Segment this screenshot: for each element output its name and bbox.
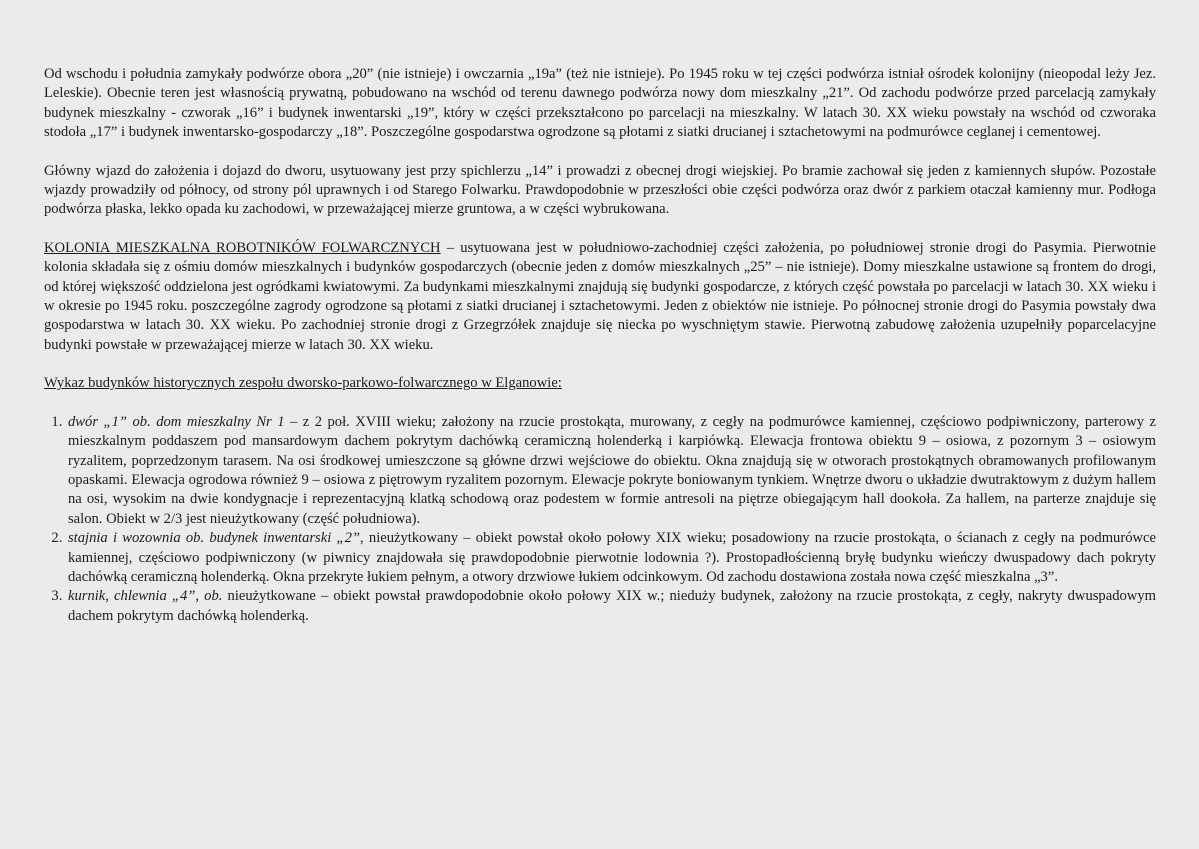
paragraph-main-entrance: Główny wjazd do założenia i dojazd do dworu, usytuowany jest przy spichlerzu „14” i prowadzi z obecnej drogi wiejskiej. Po bramie zachował się jeden z kamiennych słupów. Pozostałe wjazdy prowadziły od północy, od strony pól uprawnych i od Starego Folwarku. Prawdopodobnie w przeszłości obie części podwórza oraz dwór z parkiem otaczał kamienny mur. Podłoga podwórza płaska, lekko opada ku zachodowi, w przeważającej mierze gruntowa, a w części wybrukowana. bbox=[44, 162, 1156, 218]
list-item bbox=[66, 529, 1156, 587]
paragraph-courtyard-east-south: Od wschodu i południa zamykały podwórze obora „20” (nie istnieje) i owczarnia „19a” (też nie istnieje). Po 1945 roku w tej części podwórza istniał ośrodek kolonijny (nieopodal leży Jez. Leleskie). Obecnie teren jest własnością prywatną, pobudowano na wschód od terenu dawnego podwórza nowy dom mieszkalny „21”. Od zachodu podwórze przed parcelacją zamykały budynek mieszkalny - czworak „16” i budynek inwentarski „19”, który w części przekształcono po parcelacji na mieszkalny. W latach 30. XX wieku powstały na wschód od czworaka stodoła „17” i budynek inwentarsko-gospodarczy „18”. Poszczególne gospodarstwa ogrodzone są płotami z siatki drucianej i sztachetowymi na podmurówce ceglanej i cementowej. bbox=[44, 66, 1156, 141]
list-item-text: – z 2 poł. XVIII wieku; założony na rzucie prostokąta, murowany, z cegły na podmurówce kamiennej, częściowo podpiwniczony, parterowy z mieszkalnym poddaszem pod mansardowym dachem pokrytym dachówką ceramiczną holenderką i karpiówką. Elewacja frontowa obiektu 9 – osiowa, z pozornym 3 – osiowym ryzalitem, poprzedzonym tarasem. Na osi środkowej umieszczone są główne drzwi wejściowe do obiektu. Okna znajdują się w otworach prostokątnych obramowanych profilowanym opaskami. Elewacja ogrodowa również 9 – osiowa z piętrowym ryzalitem pozornym. Elewacje pokryte boniowanym tynkiem. Wnętrze dworu o układzie dwutraktowym z dużym hallem na osi, wysokim na dwie kondygnacje i reprezentacyjną klatką schodową oraz podestem w formie antresoli na piętrze obiegającym hall dookoła. Za hallem, na parterze znajduje się salon. Obiekt w 2/3 jest nieużytkowany (część południowa). bbox=[68, 413, 1156, 527]
list-item-text: nieużytkowane – obiekt powstał prawdopodobnie około połowy XIX w.; nieduży budynek, założony na rzucie prostokąta, z cegły, nakryty dwuspadowym dachem pokrytym dachówką holenderką. bbox=[68, 588, 1156, 624]
workers-colony-heading: KOLONIA MIESZKALNA ROBOTNIKÓW FOLWARCZNYCH bbox=[44, 239, 441, 256]
historic-buildings-list-heading: Wykaz budynków historycznych zespołu dworsko-parkowo-folwarcznego w Elganowie: bbox=[44, 375, 562, 392]
list-item-title: stajnia i wozownia ob. budynek inwentarski „2” bbox=[68, 530, 361, 547]
list-item-text: , nieużytkowany – obiekt powstał około połowy XIX wieku; posadowiony na rzucie prostokąta, o ścianach z cegły na podmurówce kamiennej, częściowo podpiwniczony (w piwnicy znajdowała się prawdopodobnie pierwotnie lodownia ?). Prostopadłościenną bryłę budynku wieńczy dwuspadowy dach pokryty dachówką ceramiczną holenderką. Okna przekryte łukiem pełnym, a otwory drzwiowe łukiem odcinkowym. Od zachodu dostawiona została nowa część mieszkalna „3”. bbox=[68, 530, 1156, 585]
paragraph-workers-colony bbox=[44, 239, 1156, 355]
list-item bbox=[66, 413, 1156, 529]
workers-colony-text: – usytuowana jest w południowo-zachodniej części założenia, po południowej stronie drogi do Pasymia. Pierwotnie kolonia składała się z ośmiu domów mieszkalnych i budynków gospodarczych (obecnie jeden z domów mieszkalnych „25” – nie istnieje). Domy mieszkalne ustawione są frontem do drogi, od której większość oddzielona jest ogródkami kwiatowymi. Za budynkami mieszkalnymi znajdują się budynki gospodarcze, z których część powstała po parcelacji w latach 30. XX wieku i w okresie po 1945 roku. poszczególne zagrody ogrodzone są płotami z siatki drucianej i sztachetowymi. Jeden z obiektów nie istnieje. Po północnej stronie drogi do Pasymia powstały dwa gospodarstwa w latach 30. XX wieku. Po zachodniej stronie drogi z Grzegrzółek znajduje się niecka po wyschniętym stawie. Pierwotną zabudowę założenia uzupełniły poparcelacyjne budynki powstałe w przeważającej mierze w latach 30. XX wieku. bbox=[44, 239, 1156, 353]
list-item-title: kurnik, chlewnia „4”, ob. bbox=[68, 588, 223, 605]
historic-buildings-list bbox=[44, 413, 1156, 626]
document-body bbox=[44, 65, 1156, 626]
list-item bbox=[66, 587, 1156, 626]
list-item-title: dwór „1” ob. dom mieszkalny Nr 1 bbox=[68, 413, 285, 430]
